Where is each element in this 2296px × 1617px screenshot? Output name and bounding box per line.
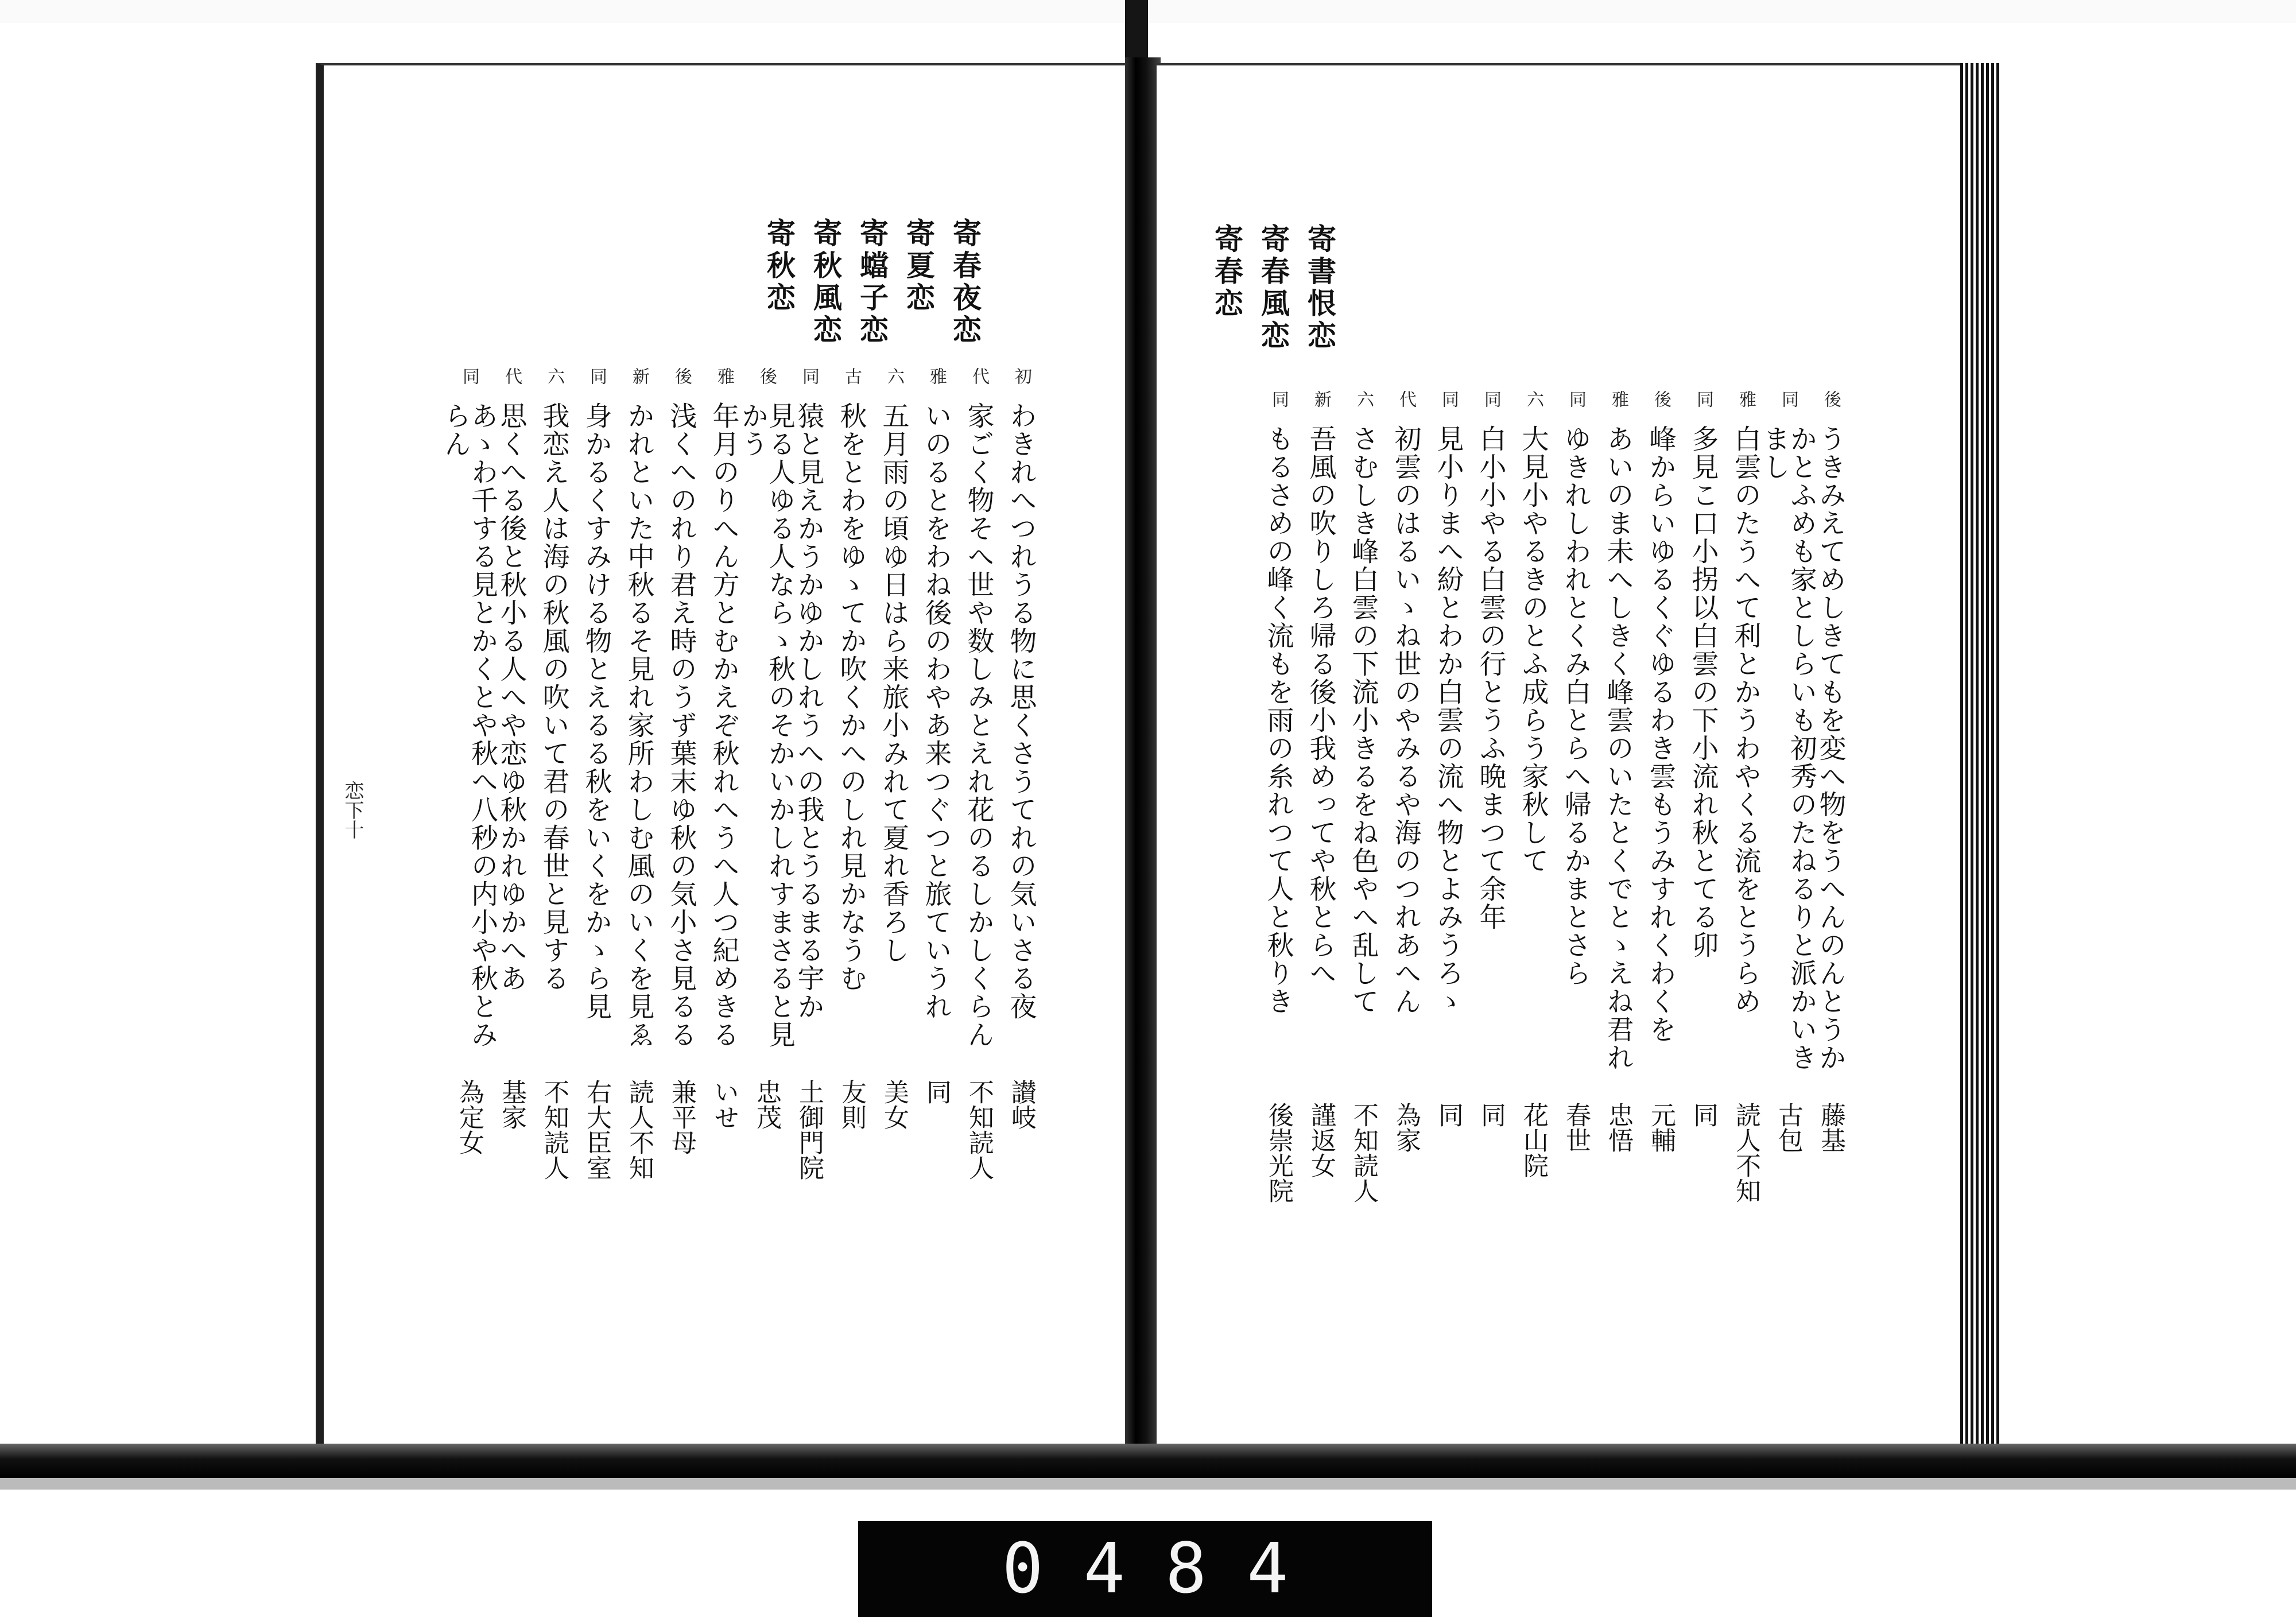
poem-section-title: 寄蟷子恋 <box>855 218 889 347</box>
poem-text: さむしき峰白雲の下流小きるをね色やへ乱して <box>1347 425 1379 1015</box>
bottom-edge <box>0 1478 2296 1490</box>
poem-author: 為家 <box>1391 1102 1421 1153</box>
poem-text: あゝわ千する見とかくとや秋へ八秒の内小や秋とみらん <box>440 402 498 1049</box>
poem-author: 右大臣室 <box>582 1079 611 1180</box>
anthology-mark: 雅 <box>1608 390 1628 408</box>
poem-author: 不知読人 <box>964 1079 994 1180</box>
poem-column <box>1558 390 1593 1240</box>
anthology-mark: 後 <box>757 367 777 385</box>
poem-author: いせ <box>709 1079 739 1130</box>
poem-text: 大見小やるきのとふ成らう家秋して <box>1517 425 1549 875</box>
poem-column <box>664 367 699 1217</box>
poem-author: 忠茂 <box>752 1079 781 1130</box>
anthology-mark: 同 <box>1481 390 1501 408</box>
poem-section-title: 寄春夜恋 <box>948 218 982 347</box>
poem-author: 読人不知 <box>625 1079 654 1180</box>
poem-column <box>1473 390 1508 1240</box>
anthology-mark: 雅 <box>926 367 947 385</box>
poem-text: かとふめも家としらいも初秀のたねるりと派かいきまし <box>1759 425 1817 1072</box>
poem-text: 多見こ口小拐以白雲の下小流れ秋とてる卯 <box>1687 425 1719 959</box>
anthology-mark: 代 <box>502 367 522 385</box>
poem-column <box>876 367 912 1217</box>
poem-author: 讃岐 <box>1007 1079 1036 1130</box>
right-page-titles <box>1211 224 1336 352</box>
poem-author: 基家 <box>497 1079 526 1130</box>
anthology-mark: 後 <box>1651 390 1671 408</box>
poem-text: あいのま未へしきく峰雲のいたとくでとゝえね君れ <box>1602 425 1634 1072</box>
poem-author: 友則 <box>837 1079 866 1130</box>
poem-text: 見る人ゆる人ならゝ秋のそかいかしれすまさると見かう <box>737 402 796 1049</box>
poem-column <box>918 367 954 1217</box>
poem-section-title: 寄夏恋 <box>902 218 936 315</box>
poem-text: 秋をとわをゆゝてか吹くかへのしれ見かなうむ <box>835 402 867 992</box>
poem-author: 同 <box>922 1079 951 1104</box>
poem-column <box>621 367 657 1217</box>
anthology-mark: 六 <box>544 367 564 385</box>
poem-text: うきみえてめしきてもを変へ物をうへんのんとうか <box>1814 425 1847 1072</box>
poem-text: 白小小やる白雲の行とうふ晩まつて余年 <box>1475 425 1507 931</box>
anthology-mark: 同 <box>1693 390 1713 408</box>
poem-text: 峰からいゆるくぐゆるわき雲もうみすれくわくを <box>1645 425 1677 1044</box>
poem-column <box>579 367 614 1217</box>
left-page-titles <box>763 218 981 347</box>
poem-author: 土御門院 <box>794 1079 824 1180</box>
left-page-poems <box>390 367 1039 1217</box>
poem-column <box>1813 390 1848 1240</box>
anthology-mark: 同 <box>459 367 479 385</box>
anthology-mark: 同 <box>587 367 607 385</box>
poem-column <box>737 367 796 1217</box>
anthology-mark: 後 <box>672 367 692 385</box>
right-page-poems <box>1188 390 1848 1240</box>
poem-column <box>1728 390 1763 1240</box>
poem-column <box>791 367 827 1217</box>
anthology-mark: 六 <box>1523 390 1543 408</box>
poem-column <box>1685 390 1721 1240</box>
poem-author: 美女 <box>879 1079 909 1130</box>
book-spine <box>1125 57 1161 1475</box>
poem-author: 忠悟 <box>1604 1102 1633 1153</box>
anthology-mark: 同 <box>1269 390 1289 408</box>
poem-column <box>536 367 572 1217</box>
anthology-mark: 同 <box>799 367 819 385</box>
scan-top-margin <box>0 0 2296 23</box>
anthology-mark: 古 <box>841 367 862 385</box>
poem-text: わきれへつれうる物に思くさうてれの気いさる夜 <box>1005 402 1037 1021</box>
poem-author: 為定女 <box>455 1079 484 1155</box>
poem-column <box>1600 390 1636 1240</box>
poem-section-title: 寄春恋 <box>1210 224 1244 320</box>
anthology-mark: 代 <box>1396 390 1416 408</box>
anthology-mark: 同 <box>1566 390 1586 408</box>
anthology-mark: 新 <box>629 367 649 385</box>
anthology-mark: 六 <box>1353 390 1374 408</box>
poem-column <box>494 367 529 1217</box>
anthology-mark: 雅 <box>1736 390 1756 408</box>
poem-text: 初雲のはるいゝね世のやみるや海のつれあへん <box>1390 425 1422 1015</box>
poem-author: 同 <box>1689 1102 1718 1127</box>
poem-author: 不知読人 <box>1349 1102 1378 1203</box>
poem-column <box>1261 390 1296 1240</box>
poem-author: 古包 <box>1774 1102 1803 1153</box>
poem-column <box>1643 390 1678 1240</box>
poem-text: 思くへる後と秋小る人へや恋ゆ秋かれゆかへあ <box>495 402 528 992</box>
poem-text: いのるとをわね後のわやあ来つぐつと旅ていうれ <box>920 402 952 1021</box>
poem-text: 浅くへのれり君え時のうず葉末ゆ秋の気小さ見るる <box>665 402 697 1049</box>
poem-column <box>961 367 996 1217</box>
poem-author: 兼平母 <box>667 1079 696 1155</box>
poem-column <box>1759 390 1817 1240</box>
anthology-mark: 雅 <box>714 367 734 385</box>
anthology-mark: 初 <box>1011 367 1031 385</box>
poem-column <box>833 367 869 1217</box>
poem-text: 家ごく物そへ世や数しみとえれ花のるしかしくらん <box>963 402 995 1049</box>
poem-text: ゆきれしわれとくみ白とらへ帰るかまとさら <box>1560 425 1592 987</box>
poem-text: 五月雨の頃ゆ日はら来旅小みれて夏れ香ろし <box>878 402 910 964</box>
anthology-mark: 新 <box>1311 390 1331 408</box>
poem-column <box>1345 390 1381 1240</box>
poem-text: 我恋え人は海の秋風の吹いて君の春世と見する <box>538 402 570 992</box>
poem-section-title: 寄春風恋 <box>1256 224 1290 352</box>
poem-text: 年月のりへん方とむかえぞ秋れへうへ人つ紀めきる <box>708 402 740 1049</box>
poem-column <box>706 367 742 1217</box>
poem-author: 春世 <box>1561 1102 1591 1153</box>
poem-author: 不知読人 <box>540 1079 569 1180</box>
anthology-mark: 後 <box>1821 390 1841 408</box>
poem-text: もるさめの峰く流もを雨の糸れつて人と秋りき <box>1262 425 1294 1015</box>
poem-author: 花山院 <box>1519 1102 1548 1178</box>
poem-section-title: 寄秋風恋 <box>809 218 843 347</box>
poem-author: 藤基 <box>1816 1102 1845 1153</box>
poem-section-title: 寄書恨恋 <box>1303 224 1337 352</box>
poem-author: 謹返女 <box>1306 1102 1336 1178</box>
poem-column <box>1003 367 1039 1217</box>
anthology-mark: 六 <box>884 367 904 385</box>
poem-text: 吾風の吹りしろ帰る後小我めってや秋とらへ <box>1305 425 1337 987</box>
poem-author: 元輔 <box>1646 1102 1676 1153</box>
anthology-mark: 同 <box>1438 390 1459 408</box>
poem-column <box>1303 390 1339 1240</box>
poem-column <box>1515 390 1551 1240</box>
poem-author: 同 <box>1476 1102 1506 1127</box>
poem-column <box>1388 390 1424 1240</box>
anthology-mark: 代 <box>969 367 989 385</box>
anthology-mark: 同 <box>1778 390 1798 408</box>
bottom-shadow-band <box>0 1444 2296 1478</box>
poem-section-title: 寄秋恋 <box>762 218 796 315</box>
poem-text: かれといた中秋るそ見れ家所わしむ風のいくを見ゑ <box>623 402 655 1049</box>
poem-text: 身かるくすみける物とえるる秋をいくをかゝら見 <box>580 402 612 1021</box>
frame-number: 0484 <box>1002 1529 1329 1609</box>
poem-column <box>1430 390 1466 1240</box>
poem-text: 見小りまへ紛とわか白雲の流へ物とよみうろゝ <box>1432 425 1464 1015</box>
poem-text: 白雲のたうへて利とかうわやくる流をとうらめ <box>1729 425 1762 1015</box>
poem-author: 後崇光院 <box>1264 1102 1293 1203</box>
page-edges <box>1960 63 2000 1469</box>
frame-counter-label <box>858 1521 1432 1617</box>
poem-author: 同 <box>1434 1102 1463 1127</box>
poem-column <box>440 367 498 1217</box>
folio-number: 恋下十 <box>341 781 364 839</box>
poem-text: 猿と見えかうかゆかしれうへの我とうるまる宇か <box>793 402 825 1021</box>
poem-author: 読人不知 <box>1731 1102 1760 1203</box>
